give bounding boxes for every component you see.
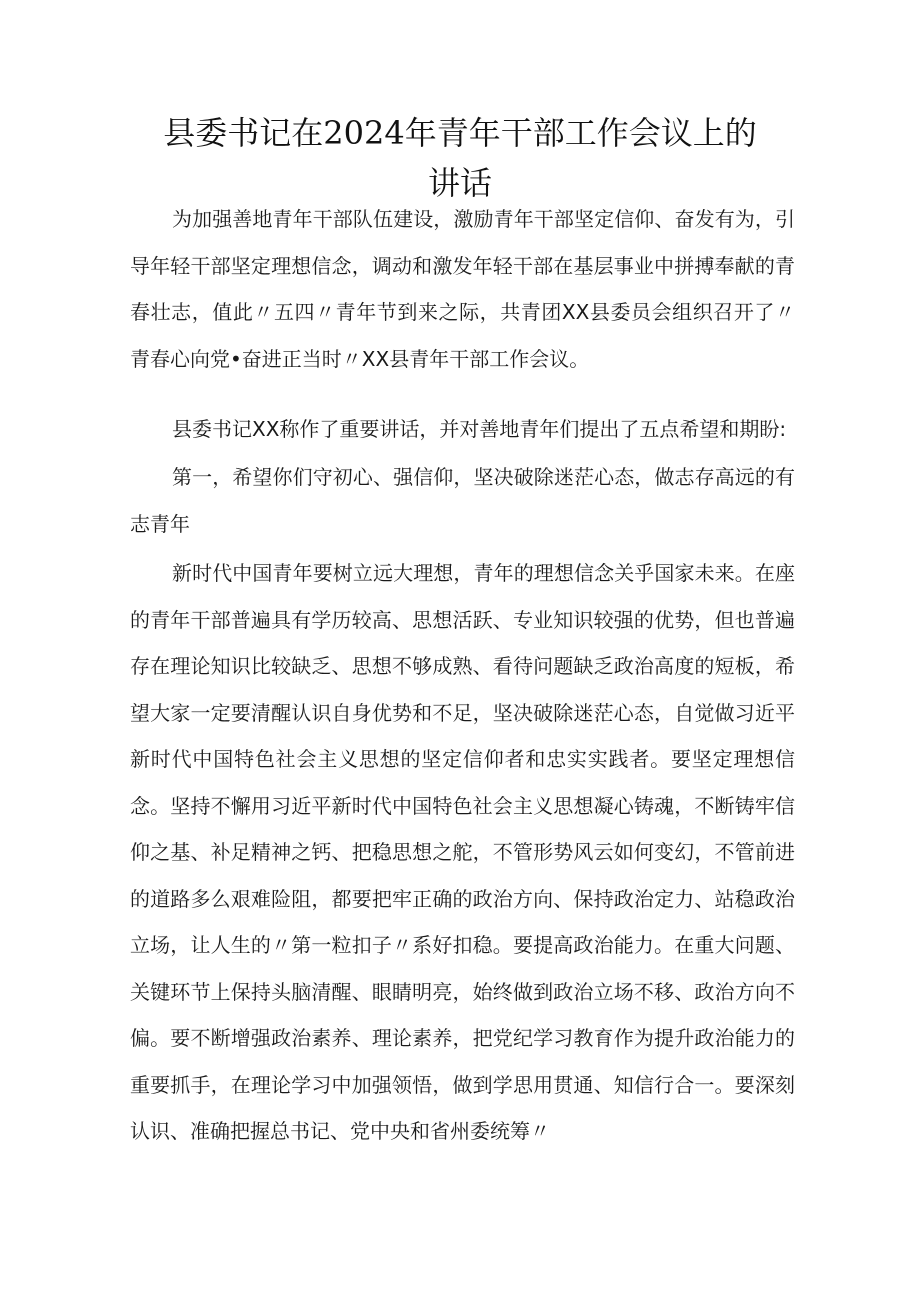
document-title-line-2: 讲话 (427, 164, 492, 202)
paragraph-speech-summary: 县委书记XX称作了重要讲话，并对善地青年们提出了五点希望和期盼: (172, 417, 787, 441)
document-title-line-1: 县委书记在2024年青年干部工作会议上的 (163, 114, 757, 152)
paragraph-first-hope-body: 新时代中国青年要树立远大理想，青年的理想信念关乎国家未来。在座的青年干部普遍具有学历较高、思想活跃、专业知识较强的优势，但也普遍存在理论知识比较缺乏、思想不够成熟、看待问题缺乏政治高度的短板，希望大家一定要清醒认识自身优势和不足，坚决破除迷茫心态，自觉做习近平新时代中国特色社会主义思想的坚定信仰者和忠实实践者。要坚定理想信念。坚持不懈用习近平新时代中国特色社会主义思想凝心铸魂，不断铸牢信仰之基、补足精神之钙、把稳思想之舵，不管形势风云如何变幻，不管前进的道路多么艰难险阻，都要把牢正确的政治方向、保持政治定力、站稳政治立场，让人生的〃第一粒扣子〃系好扣稳。要提高政治能力。在重大问题、关键环节上保持头脑清醒、眼睛明亮，始终做到政治立场不移、政治方向不偏。要不断增强政治素养、理论素养，把党纪学习教育作为提升政治能力的重要抓手，在理论学习中加强领悟，做到学思用贯通、知信行合一。要深刻认识、准确把握总书记、党中央和省州委统筹〃 (130, 561, 795, 1143)
paragraph-intro: 为加强善地青年干部队伍建设，激励青年干部坚定信仰、奋发有为，引导年轻干部坚定理想信念，调动和激发年轻干部在基层事业中拼搏奉献的青春壮志，值此〃五四〃青年节到来之际，共青团XX县委员会组织召开了〃青春心向党•奋进正当时〃XX县青年干部工作会议。 (130, 207, 795, 371)
paragraph-first-hope-heading: 第一，希望你们守初心、强信仰，坚决破除迷茫心态，做志存高远的有志青年 (130, 465, 795, 536)
